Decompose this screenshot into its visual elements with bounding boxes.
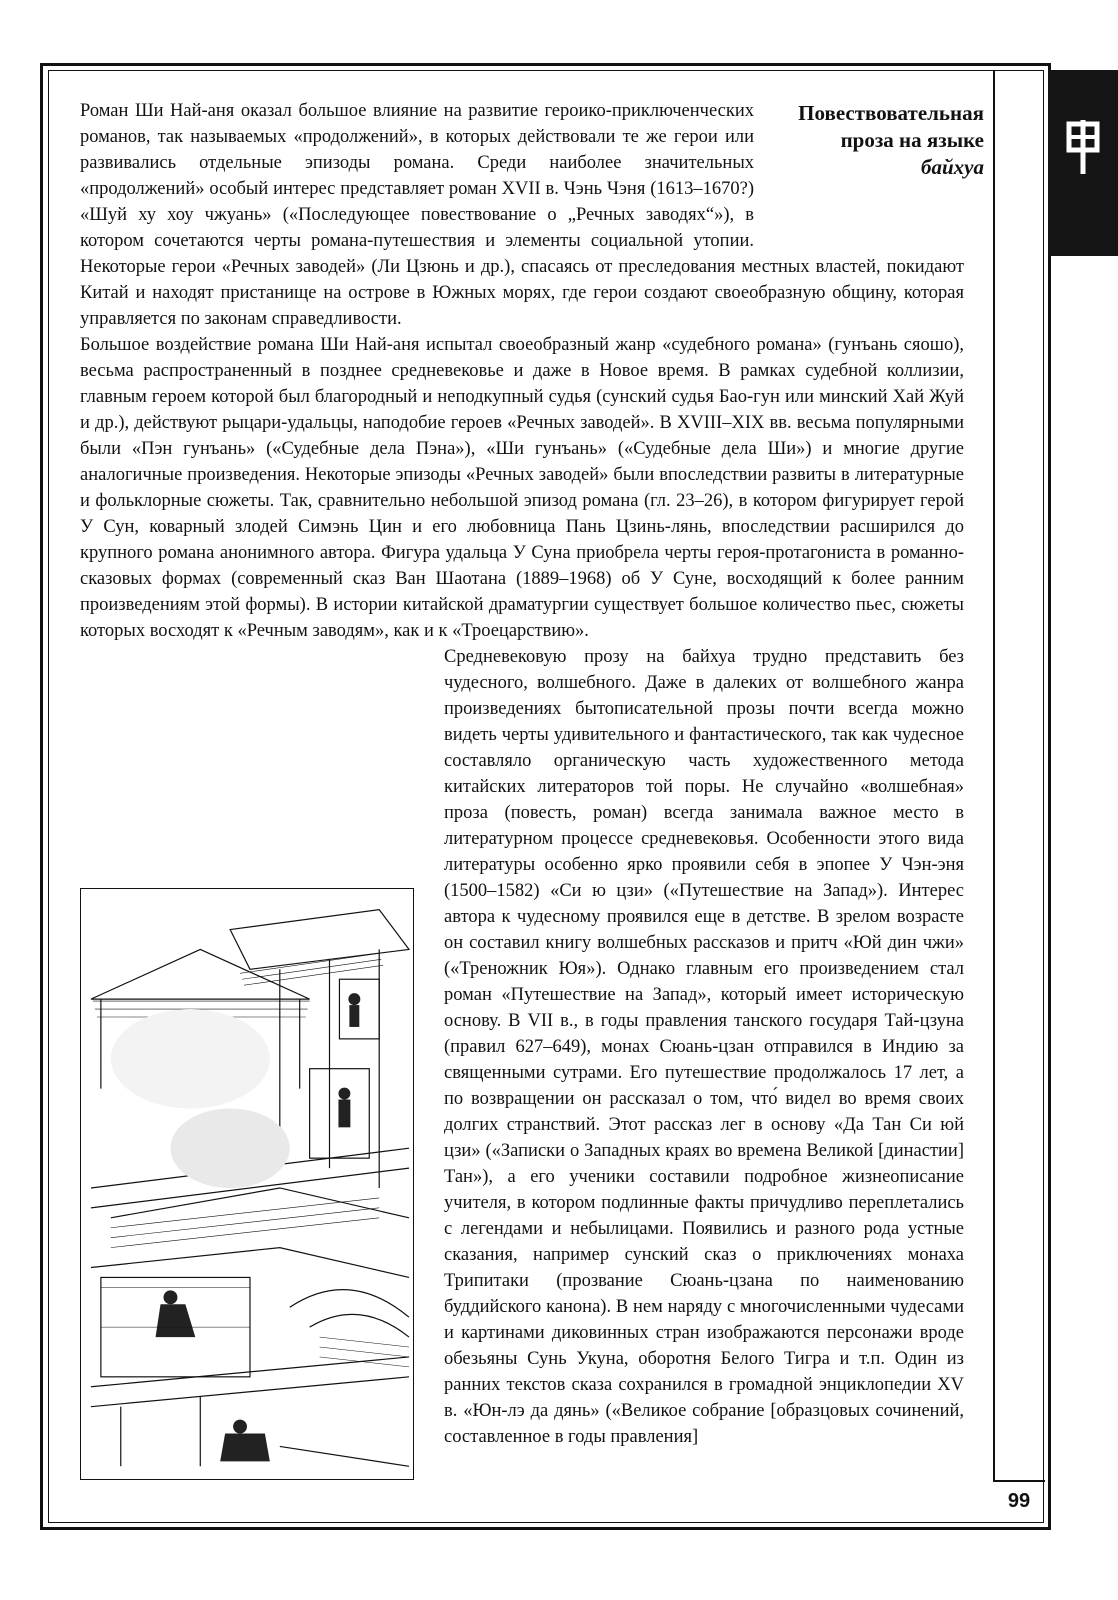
margin-rule (993, 70, 995, 1480)
woodblock-illustration (80, 888, 414, 1480)
jia-glyph-icon (1065, 120, 1101, 174)
section-heading-line-1: Повествовательная (798, 101, 984, 125)
paragraph-1: Роман Ши Най-аня оказал большое влияние на развитие героико-приключенческих романов, так называемых «продолжений», в которых действовали те же герои или развивались отдельные эпизоды романа. Среди наиболее значительных «продолжений» особый интерес представляет роман XVII в. Чэнь Чэня (1613–1670?) «Шуй ху хоу чжуань» («Последующее повествование о „Речных заводях“»), в котором сочетаются черты романа-путешествия и элементы социальной утопии. Некоторые герои «Речных заводей» (Ли Цзюнь и др.), спасаясь от преследования местных властей, покидают Китай и находят пристанище на острове в Южных морях, где герои создают своеобразную общину, которая управляется по законам справедливости. (80, 101, 964, 329)
paragraph-2: Большое воздействие романа Ши Най-аня испытал своеобразный жанр «судебного романа» (гунъань сяошо), весьма распространенный в позднее средневековье и даже в Новое время. В рамках судебной коллизии, главным героем которой был благородный и неподкупный судья (сунский судья Бао-гун или минский Хай Жуй и др.), действуют рыцари-удальцы, наподобие героев «Речных заводей». В XVIII–XIX вв. весьма популярными были «Пэн гунъань» («Судебные дела Пэна»), «Ши гунъань» («Судебные дела Ши») и многие другие аналогичные произведения. Некоторые эпизоды «Речных заводей» были впоследствии развиты в литературные и фольклорные сюжеты. Так, сравнительно небольшой эпизод романа (гл. 23–26), в котором фигурирует герой У Сун, коварный злодей Симэнь Цин и его любовница Пань Цзинь-лянь, впоследствии расширился до крупного романа анонимного автора. Фигура удальца У Суна приобрела черты героя-протагониста в романно-сказовых формах (современный сказ Ван Шаотана (1889–1968) об У Суне, восходящий к более ранним произведениям этой формы). В истории китайской драматургии существует большое количество пьес, сюжеты которых восходят к «Речным заводям», как и к «Троецарствию». (80, 335, 964, 641)
illustration-wrapper (80, 888, 430, 1478)
heading-spacer (754, 98, 964, 254)
article-body (80, 98, 964, 1478)
page-number: 99 (1007, 1489, 1031, 1512)
section-heading-line-2: проза на языке (840, 128, 984, 152)
paragraph-3: Средневековую прозу на байхуа трудно представить без чудесного, волшебного. Даже в далеких от волшебного жанра произведениях бытописательной прозы почти всегда можно видеть черты удивительного и фантастического, так как чудесное составляло органическую часть художественного метода китайских литераторов той поры. Не случайно «волшебная» проза (повесть, роман) всегда занимала важное место в литературном процессе средневековья. Особенности этого вида литературы особенно ярко проявили себя в эпопее У Чэн-эня (1500–1582) «Си ю цзи» («Путешествие на Запад»). Интерес автора к чудесному проявился еще в детстве. В зрелом возрасте он составил книгу волшебных рассказов и притч «Юй дин чжи» («Треножник Юя»). Однако главным его произведением стал роман «Путешествие на Запад», который имеет историческую основу. В VII в., в годы правления танского государя Тай-цзуна (правил 627–649), монах Сюань-цзан отправился в Индию за священными сутрами. Его путешествие продолжалось 17 лет, а по возвращении он рассказал о том, что́ видел во время своих долгих странствий. Этот рассказ лег в основу «Да Тан Си юй цзи» («Записки о Западных краях во времена Великой [династии] Тан»), а его ученики составили подробное жизнеописание учителя, в котором подлинные факты причудливо переплетались с легендами и небылицами. Появились и разного рода устные сказания, например сунский сказ о приключениях монаха Трипитаки (прозвание Сюань-цзана по наименованию буддийского канона). В нем наряду с многочисленными чудесами и картинами диковинных стран изображаются персонажи вроде обезьяны Сунь Укуна, оборотня Белого Тигра и т.п. Один из ранних текстов сказа сохранился в громадной энциклопедии XV в. «Юн-лэ да дянь» («Великое собрание [образцовых сочинений, составленное в годы правления] (444, 647, 964, 1447)
section-heading-line-3: байхуа (921, 155, 984, 179)
section-tab (1048, 70, 1118, 256)
